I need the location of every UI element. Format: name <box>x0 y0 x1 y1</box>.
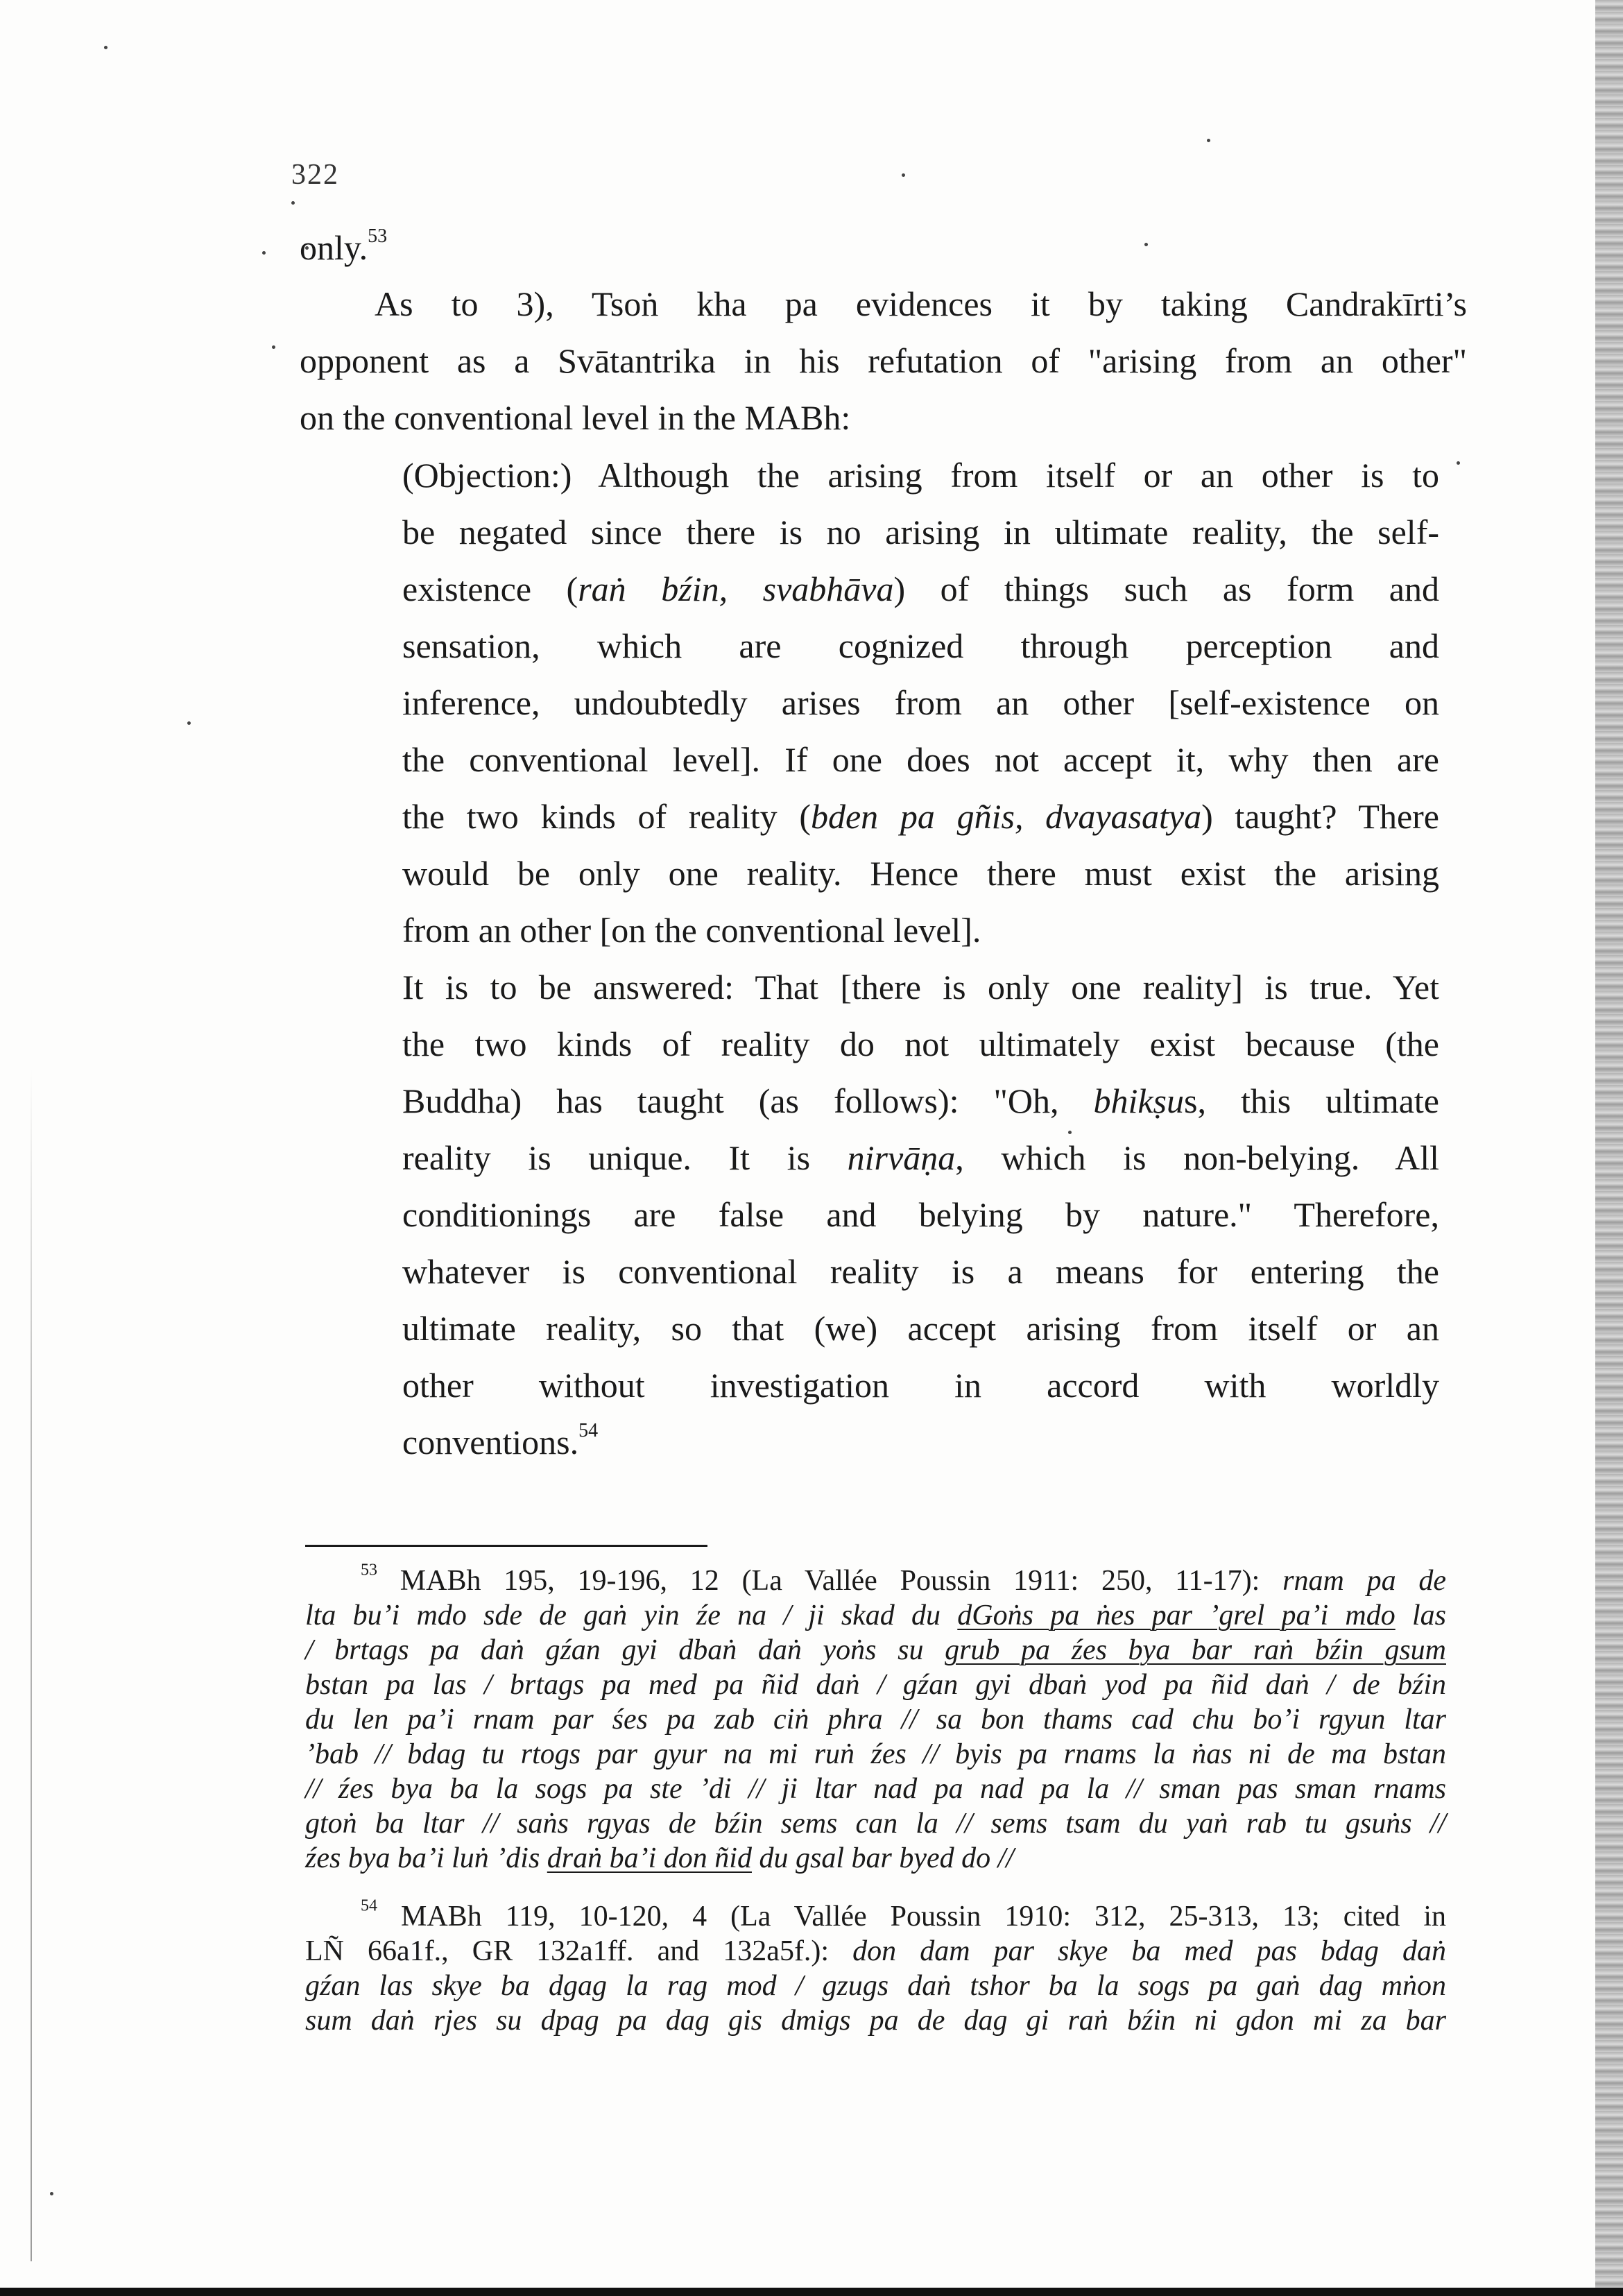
scan-speck <box>1457 461 1460 465</box>
underlined-title: dGoṅs pa ṅes par ’grel pa’i mdo <box>957 1600 1396 1631</box>
quote-line: the conventional level]. If one does not accept it, why then are <box>402 740 1439 779</box>
quote-line: ultimate reality, so that (we) accept arising from itself or an <box>402 1309 1439 1348</box>
footnote-53-line: bstan pa las / brtags pa med pa ñid daṅ / gźan gyi dbaṅ yod pa ñid daṅ / de bźin <box>305 1669 1446 1701</box>
quote-line: Buddha) has taught (as follows): "Oh, bhikṣus, this ultimate <box>402 1081 1439 1120</box>
underlined-phrase: draṅ ba’i don ñid <box>547 1842 752 1874</box>
scan-speck <box>50 2192 53 2195</box>
footnote-mark-53: 53 <box>361 1561 377 1579</box>
scan-speck <box>1144 243 1148 246</box>
footnote-53-line: // źes bya ba la sogs pa ste ’di // ji ltar nad pa nad pa la // sman pas sman rnams <box>305 1773 1446 1805</box>
quote-line: from an other [on the conventional level]. <box>402 911 981 950</box>
scan-speck <box>104 46 108 49</box>
italic-term: raṅ bźin, svabhāva <box>578 569 894 608</box>
scan-speck <box>1068 1131 1072 1134</box>
footnote-53-line: gtoṅ ba ltar // saṅs rgyas de bźin sems can la // sems tsam du yaṅ rab tu gsuṅs // <box>305 1808 1446 1840</box>
footnote-54-line: $^{54}$ MABh 119, 10-120, 4 (La Vallée Poussin 1910: 312, 25-313, 13; cited in <box>361 1896 1446 1933</box>
body-line: opponent as a Svātantrika in his refutation of "arising from an other" <box>300 341 1467 380</box>
footnote-53-line: lta bu’i mdo sde de gaṅ yin źe na / ji skad du dGoṅs pa ṅes par ’grel pa’i mdo las <box>305 1600 1447 1631</box>
body-line: on the conventional level in the MABh: <box>300 398 851 437</box>
italic-term: bhikṣu <box>1093 1081 1185 1120</box>
italic-term: nirvāṇa <box>847 1138 956 1177</box>
body-line: As to 3), Tsoṅ kha pa evidences it by taking Candrakīrti’s <box>375 284 1467 323</box>
footnote-53-line: / brtags pa daṅ gźan gyi dbaṅ daṅ yoṅs su grub pa źes bya bar raṅ bźin gsum <box>305 1634 1446 1666</box>
footnote-53-line: ’bab // bdag tu rtogs par gyur na mi ruṅ źes // byis pa rnams la ṅas ni de ma bstan <box>305 1738 1446 1770</box>
underlined-phrase: grub pa źes bya bar raṅ bźin gsum <box>945 1634 1446 1666</box>
intro-line <box>300 225 388 267</box>
scan-bottom-edge <box>0 2288 1623 2296</box>
scan-speck <box>272 345 275 349</box>
quote-line: be negated since there is no arising in ultimate reality, the self- <box>402 513 1439 551</box>
scan-binding-edge <box>1595 0 1623 2296</box>
footnote-mark-54: 54 <box>361 1896 377 1915</box>
footnote-ref-53[interactable]: 53 <box>368 225 388 247</box>
scan-speck <box>902 173 905 177</box>
footnote-ref-54[interactable]: 54 <box>578 1419 599 1441</box>
quote-line: inference, undoubtedly arises from an other [self-existence on <box>402 683 1439 722</box>
footnote-53-line: du len pa’i rnam par śes pa zab ciṅ phra // sa bon thams cad chu bo’i rgyun ltar <box>305 1704 1446 1736</box>
quote-line: whatever is conventional reality is a means for entering the <box>402 1252 1439 1291</box>
quote-line: existence (raṅ bźin, svabhāva) of things such as form and <box>402 569 1439 608</box>
scan-speck <box>1207 139 1210 142</box>
page-number: 322 <box>291 159 339 191</box>
scan-speck <box>262 251 266 255</box>
footnote-separator <box>305 1545 707 1547</box>
footnote-53-line: źes bya ba’i luṅ ’dis draṅ ba’i don ñid du gsal bar byed do // <box>305 1842 1014 1874</box>
intro-text: only. <box>300 228 368 267</box>
footnote-54-line: sum daṅ rjes su dpag pa dag gis dmigs pa de dag gi raṅ bźin ni gdon mi za bar <box>305 2005 1446 2037</box>
italic-term: bden pa gñis, dvayasatya <box>810 797 1202 836</box>
quote-line: (Objection:) Although the arising from itself or an other is to <box>402 456 1439 495</box>
quote-line: sensation, which are cognized through perception and <box>402 626 1439 665</box>
scan-speck <box>291 201 295 205</box>
quote-line: It is to be answered: That [there is only one reality] is true. Yet <box>402 968 1439 1006</box>
scan-speck <box>187 721 191 725</box>
quote-line: conditionings are false and belying by nature." Therefore, <box>402 1195 1439 1234</box>
quote-line: other without investigation in accord with worldly <box>402 1366 1439 1405</box>
quote-line: the two kinds of reality (bden pa gñis, dvayasatya) taught? There <box>402 797 1439 836</box>
quote-line: would be only one reality. Hence there must exist the arising <box>402 854 1439 893</box>
quote-line: reality is unique. It is nirvāṇa, which is non-belying. All <box>402 1138 1439 1177</box>
footnote-54-line: LÑ 66a1f., GR 132a1ff. and 132a5f.): don dam par skye ba med pas bdag daṅ <box>305 1935 1446 1967</box>
scan-margin-line <box>31 1068 32 2261</box>
quote-line: the two kinds of reality do not ultimately exist because (the <box>402 1025 1439 1063</box>
quote-line: conventions.$^{54}$ <box>402 1419 599 1462</box>
footnote-54-line: gźan las skye ba dgag la rag mod / gzugs daṅ tshor ba la sogs pa gaṅ dag mṅon <box>305 1970 1446 2002</box>
footnote-53-line: $^{53}$ MABh 195, 19-196, 12 (La Vallée Poussin 1911: 250, 11-17): rnam pa de <box>361 1561 1446 1597</box>
